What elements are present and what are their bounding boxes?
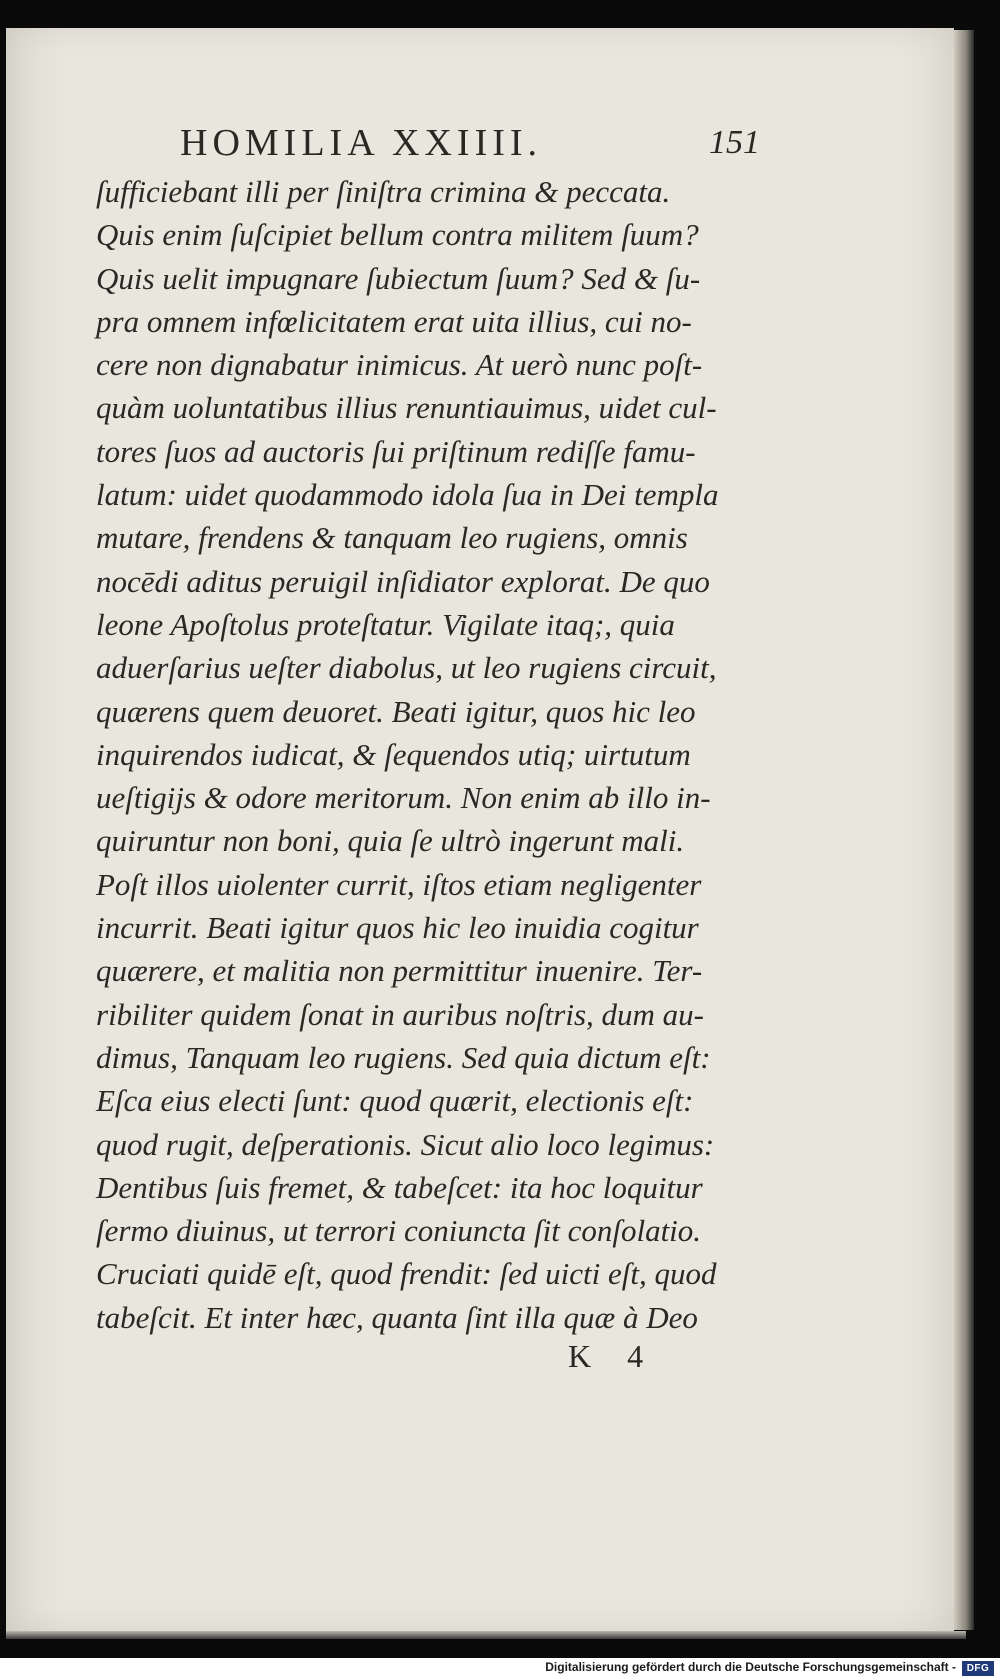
text-line: latum: uidet quodammodo idola ſua in Dei templa bbox=[96, 477, 719, 513]
body-text bbox=[96, 170, 756, 1339]
credit-bar bbox=[0, 1658, 1000, 1680]
funding-credit: Digitalisierung gefördert durch die Deutsche Forschungsgemeinschaft - bbox=[545, 1660, 956, 1674]
text-line: quiruntur non boni, quia ſe ultrò ingerunt mali. bbox=[96, 823, 685, 859]
text-line: quàm uoluntatibus illius renuntiauimus, uidet cul- bbox=[96, 390, 717, 426]
text-line: ueſtigijs & odore meritorum. Non enim ab illo in- bbox=[96, 780, 711, 816]
text-line: inquirendos iudicat, & ſequendos utiq; uirtutum bbox=[96, 736, 691, 772]
page-header bbox=[180, 118, 760, 168]
text-line: mutare, frendens & tanquam leo rugiens, omnis bbox=[96, 520, 688, 556]
page-edge-bottom bbox=[6, 1631, 966, 1639]
text-line: quærere, et malitia non permittitur inuenire. Ter- bbox=[96, 953, 703, 989]
text-line: dimus, Tanquam leo rugiens. Sed quia dictum eſt: bbox=[96, 1039, 711, 1075]
signature-mark: K 4 bbox=[568, 1338, 658, 1374]
running-head: HOMILIA XXIIII. bbox=[180, 122, 543, 164]
text-line: cere non dignabatur inimicus. At uerò nunc poſt- bbox=[96, 347, 703, 383]
dfg-logo-icon: DFG bbox=[962, 1661, 994, 1676]
text-line: Cruciati quidē eſt, quod frendit: ſed uicti eſt, quod bbox=[96, 1256, 717, 1292]
text-line: Poſt illos uiolenter currit, iſtos etiam negligenter bbox=[96, 866, 702, 902]
text-line: Eſca eius electi ſunt: quod quærit, electionis eſt: bbox=[96, 1083, 694, 1119]
text-line: Dentibus ſuis fremet, & tabeſcet: ita hoc loquitur bbox=[96, 1169, 703, 1205]
page-number: 151 bbox=[709, 124, 760, 161]
text-line: aduerſarius ueſter diabolus, ut leo rugiens circuit, bbox=[96, 650, 717, 686]
text-line: ſermo diuinus, ut terrori coniuncta ſit conſolatio. bbox=[96, 1213, 702, 1249]
text-line: tabeſcit. Et inter hæc, quanta ſint illa quæ à Deo bbox=[96, 1299, 698, 1335]
page-edge-right bbox=[954, 30, 974, 1630]
text-line: Quis enim ſuſcipiet bellum contra militem ſuum? bbox=[96, 217, 699, 253]
text-line: ſufficiebant illi per ſiniſtra crimina & peccata. bbox=[96, 174, 671, 209]
text-line: quærens quem deuoret. Beati igitur, quos hic leo bbox=[96, 693, 696, 729]
text-line: quod rugit, deſperationis. Sicut alio loco legimus: bbox=[96, 1126, 715, 1162]
text-line: tores ſuos ad auctoris ſui priſtinum rediſſe famu- bbox=[96, 433, 696, 469]
text-line: nocēdi aditus peruigil inſidiator explorat. De quo bbox=[96, 563, 710, 599]
text-line: ribiliter quidem ſonat in auribus noſtris, dum au- bbox=[96, 996, 704, 1032]
text-line: incurrit. Beati igitur quos hic leo inuidia cogitur bbox=[96, 910, 699, 946]
text-line: leone Apoſtolus proteſtatur. Vigilate itaq;, quia bbox=[96, 606, 675, 642]
text-line: pra omnem infœlicitatem erat uita illius, cui no- bbox=[96, 303, 692, 339]
text-line: Quis uelit impugnare ſubiectum ſuum? Sed & ſu- bbox=[96, 260, 701, 296]
